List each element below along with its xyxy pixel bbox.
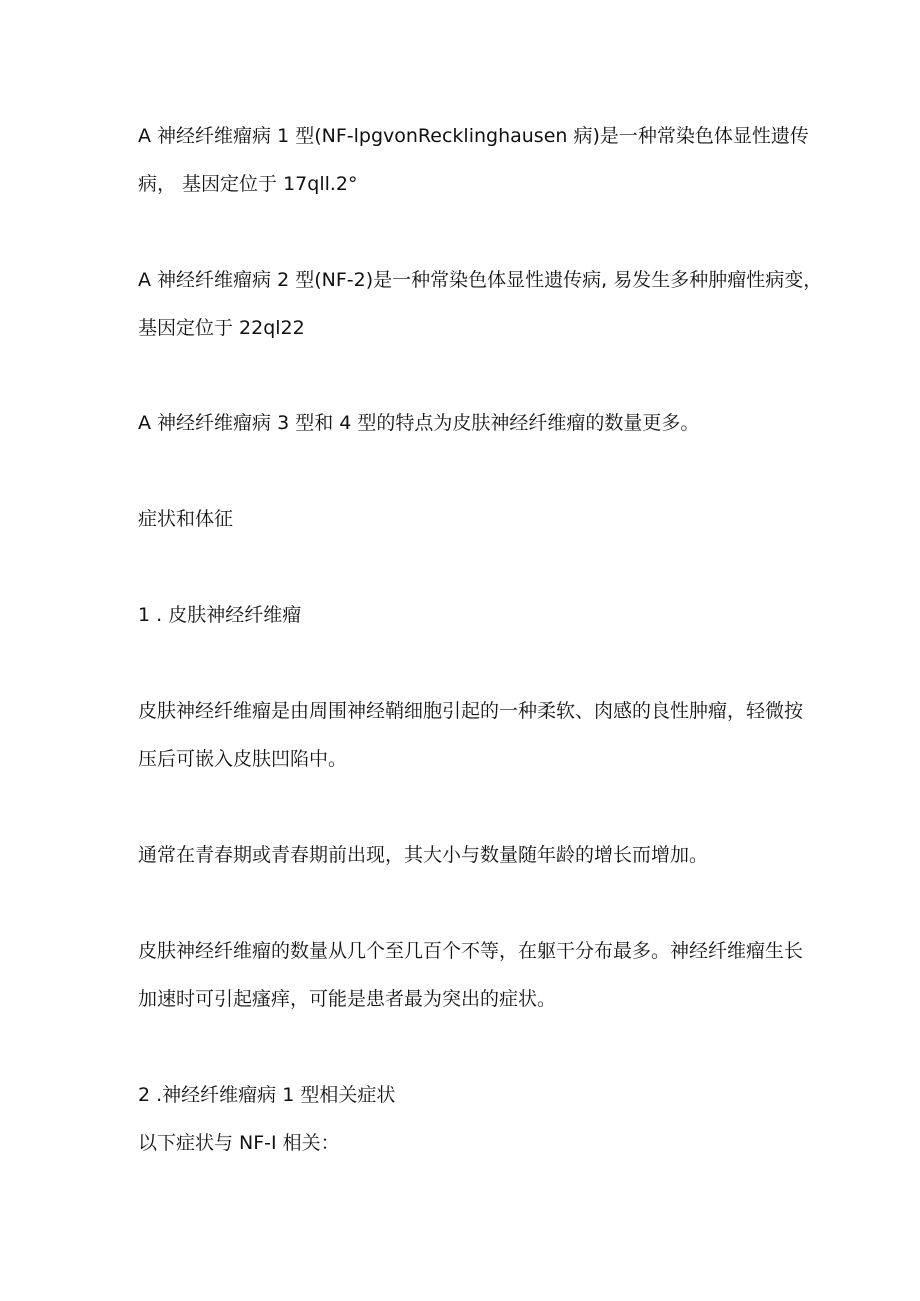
paragraph-nf1-related: 以下症状与 NF-I 相关： bbox=[138, 1132, 340, 1154]
subheading-cutaneous-neurofibroma: 1 . 皮肤神经纤维瘤 bbox=[138, 604, 302, 626]
paragraph-count-line-2: 加速时可引起瘙痒，可能是患者最为突出的症状。 bbox=[138, 988, 557, 1010]
subheading-nf1-symptoms: 2 .神经纤维瘤病 1 型相关症状 bbox=[138, 1084, 396, 1106]
paragraph-nf1-line-2: 病， 基因定位于 17qll.2° bbox=[138, 173, 358, 195]
paragraph-nf2-line-2: 基因定位于 22ql22 bbox=[138, 317, 305, 339]
paragraph-onset: 通常在青春期或青春期前出现，其大小与数量随年龄的增长而增加。 bbox=[138, 844, 709, 866]
paragraph-nf2-line-1: A 神经纤维瘤病 2 型(NF-2)是一种常染色体显性遗传病, 易发生多种肿瘤性病变， bbox=[138, 269, 823, 291]
section-heading-symptoms: 症状和体征 bbox=[138, 508, 234, 530]
paragraph-nf1-line-1: A 神经纤维瘤病 1 型(NF-lpgvonRecklinghausen 病)是一种常染色体显性遗传 bbox=[138, 125, 809, 147]
paragraph-count-line-1: 皮肤神经纤维瘤的数量从几个至几百个不等，在躯干分布最多。神经纤维瘤生长 bbox=[138, 940, 804, 962]
paragraph-nf3-4: A 神经纤维瘤病 3 型和 4 型的特点为皮肤神经纤维瘤的数量更多。 bbox=[138, 412, 700, 434]
paragraph-cutaneous-line-2: 压后可嵌入皮肤凹陷中。 bbox=[138, 748, 348, 770]
paragraph-cutaneous-line-1: 皮肤神经纤维瘤是由周围神经鞘细胞引起的一种柔软、肉感的良性肿瘤，轻微按 bbox=[138, 700, 804, 722]
